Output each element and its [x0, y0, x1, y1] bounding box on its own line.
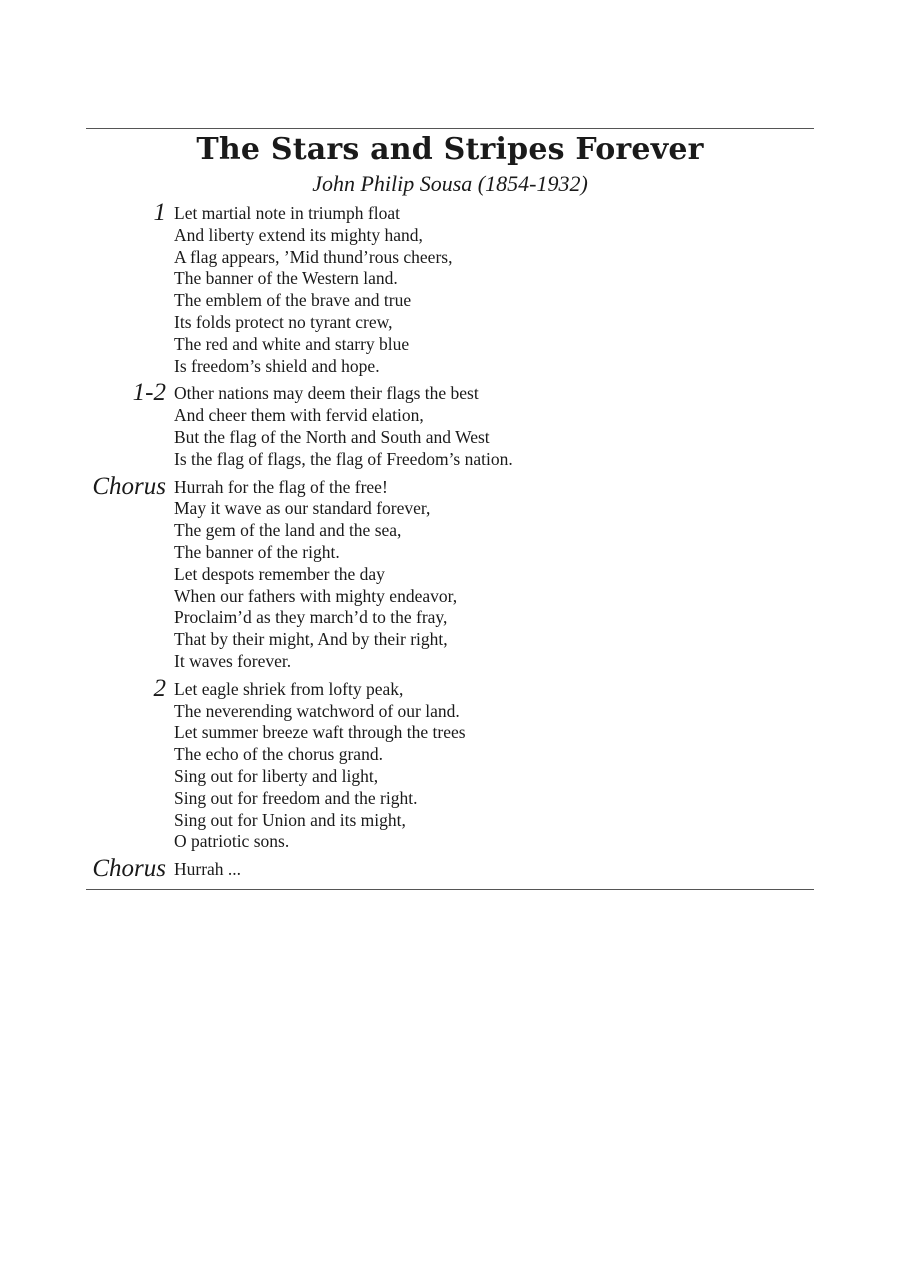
stanza-lines [174, 679, 814, 853]
top-rule [86, 128, 814, 129]
stanza [86, 472, 814, 673]
stanza-label: 2 [153, 674, 166, 702]
stanza [86, 199, 814, 377]
lyric-line: Sing out for Union and its might, [174, 809, 406, 830]
lyric-line: Sing out for freedom and the right. [174, 787, 418, 808]
lyric-line: Hurrah ... [174, 859, 242, 880]
lyric-line: Is the flag of flags, the flag of Freedom’s nation. [174, 448, 513, 469]
composer-credit: John Philip Sousa (1854-1932) [312, 171, 588, 196]
lyric-line: Let eagle shriek from lofty peak, [174, 678, 404, 699]
lyric-line: Proclaim’d as they march’d to the fray, [174, 607, 448, 628]
lyric-line: Let summer breeze waft through the trees [174, 722, 466, 743]
stanza [86, 379, 814, 470]
stanza-label: Chorus [92, 472, 166, 500]
stanza [86, 855, 814, 883]
bottom-rule [86, 889, 814, 890]
lyric-line: The red and white and starry blue [174, 333, 410, 354]
lyric-line: The emblem of the brave and true [174, 290, 412, 311]
lyric-line: The banner of the Western land. [174, 268, 398, 289]
stanza-lines [174, 383, 814, 470]
stanza-label: Chorus [92, 855, 166, 883]
lyric-line: O patriotic sons. [174, 831, 290, 852]
song-title: The Stars and Stripes Forever [196, 132, 704, 167]
lyric-line: Other nations may deem their flags the best [174, 383, 479, 404]
lyric-line: Let despots remember the day [174, 563, 385, 584]
lyric-line: The neverending watchword of our land. [174, 700, 460, 721]
stanza-list [86, 199, 814, 883]
lyric-line: It waves forever. [174, 650, 292, 671]
stanza-label: 1-2 [132, 379, 166, 407]
lyric-line: And liberty extend its mighty hand, [174, 224, 423, 245]
lyric-line: And cheer them with fervid elation, [174, 405, 424, 426]
lyric-line: The echo of the chorus grand. [174, 744, 383, 765]
stanza-lines [174, 477, 814, 673]
lyric-line: Let martial note in triumph float [174, 203, 400, 223]
lyric-line: May it wave as our standard forever, [174, 498, 431, 519]
lyric-line: A flag appears, ’Mid thund’rous cheers, [174, 246, 453, 267]
lyric-line: Sing out for liberty and light, [174, 765, 379, 786]
song-sheet [86, 128, 814, 890]
lyric-line: But the flag of the North and South and West [174, 426, 490, 447]
lyric-line: Is freedom’s shield and hope. [174, 355, 380, 376]
stanza [86, 674, 814, 853]
lyric-line: Hurrah for the flag of the free! [174, 476, 388, 497]
stanza-lines [174, 203, 814, 377]
stanza-label: 1 [153, 199, 166, 226]
lyric-line: That by their might, And by their right, [174, 629, 448, 650]
lyric-line: The banner of the right. [174, 541, 340, 562]
stanza-lines [174, 859, 814, 881]
lyric-line: Its folds protect no tyrant crew, [174, 311, 393, 332]
lyric-line: The gem of the land and the sea, [174, 520, 402, 541]
lyric-line: When our fathers with mighty endeavor, [174, 585, 458, 606]
